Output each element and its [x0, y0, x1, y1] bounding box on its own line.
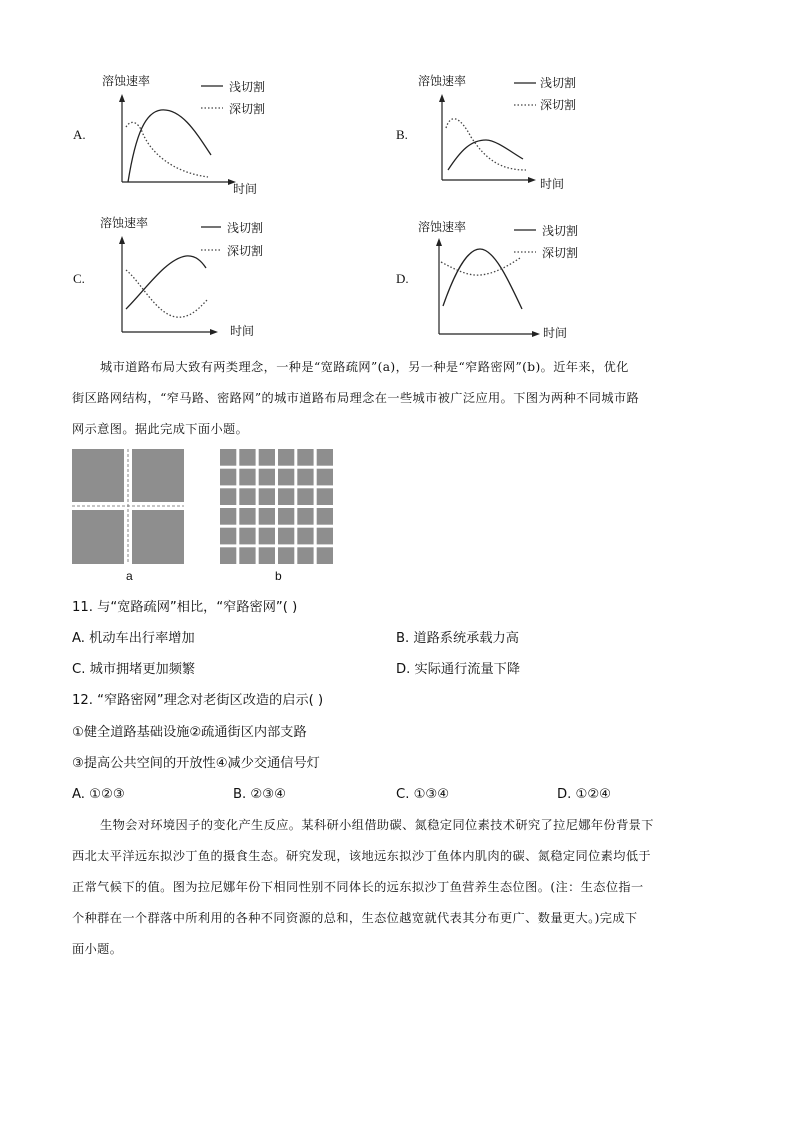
legend-deep: 深切割 — [540, 98, 577, 112]
legend-shallow: 浅切割 — [227, 221, 264, 235]
option-b-label: B. — [396, 127, 408, 142]
q12-option-c[interactable]: C. ①③④ — [396, 787, 450, 802]
road-b-block — [220, 449, 236, 466]
passage-sardine-ecology — [72, 810, 724, 965]
road-b-block — [317, 528, 333, 545]
road-b-block — [259, 469, 275, 486]
road-b-block — [259, 449, 275, 466]
legend-deep: 深切割 — [227, 244, 264, 258]
road-b-block — [317, 449, 333, 466]
legend-shallow: 浅切割 — [229, 80, 266, 94]
series-deep-line — [126, 270, 208, 317]
road-b-block — [239, 488, 255, 505]
y-axis-label: 溶蚀速率 — [418, 74, 467, 88]
graph-b-plot — [416, 72, 636, 202]
road-b-block — [239, 469, 255, 486]
x-axis-label: 时间 — [540, 177, 565, 191]
legend-deep: 深切割 — [229, 102, 266, 116]
series-shallow-line — [448, 140, 523, 170]
question-11-stem: 11. 与“宽路疏网”相比，“窄路密网”( ) — [72, 600, 298, 615]
road-b-block — [278, 469, 294, 486]
y-arrow — [119, 236, 125, 244]
x-axis-label: 时间 — [233, 182, 258, 196]
road-b-block — [259, 547, 275, 564]
graph-option-c — [96, 214, 316, 344]
road-figure-b-label: b — [275, 569, 282, 583]
passage-line: 正常气候下的值。图为拉尼娜年份下相同性别不同体长的远东拟沙丁鱼营养生态位图。(注：生态位指一 — [72, 880, 644, 894]
road-b-block — [317, 488, 333, 505]
q12-option-b[interactable]: B. ②③④ — [233, 787, 286, 802]
road-b-block — [220, 528, 236, 545]
y-axis-label: 溶蚀速率 — [100, 216, 149, 230]
x-axis-label: 时间 — [230, 324, 255, 338]
road-b-block — [297, 469, 313, 486]
road-b-block — [239, 449, 255, 466]
road-b-block — [278, 449, 294, 466]
road-figure-a — [72, 449, 184, 564]
series-shallow-line — [128, 110, 211, 182]
q11-option-c[interactable]: C. 城市拥堵更加频繁 — [72, 662, 196, 677]
y-arrow — [439, 94, 445, 102]
q12-statements-1: ①健全道路基础设施②疏通街区内部支路 — [72, 725, 307, 740]
road-b-block — [278, 528, 294, 545]
option-c-label: C. — [73, 271, 85, 286]
passage-line: 西北太平洋远东拟沙丁鱼的摄食生态。研究发现，该地远东拟沙丁鱼体内肌肉的碳、氮稳定同位素均低于 — [72, 849, 652, 863]
x-arrow — [532, 331, 540, 337]
legend-shallow: 浅切割 — [540, 76, 577, 90]
road-b-block — [278, 547, 294, 564]
graph-option-a — [96, 72, 316, 202]
road-figure-a-label: a — [126, 569, 133, 583]
road-b-block — [317, 508, 333, 525]
series-deep-line — [446, 119, 526, 170]
road-b-block — [259, 528, 275, 545]
y-arrow — [436, 238, 442, 246]
y-arrow — [119, 94, 125, 102]
graph-option-b — [416, 72, 636, 202]
road-b-block — [220, 469, 236, 486]
graph-c-plot — [96, 214, 316, 344]
question-12-stem: 12. “窄路密网”理念对老街区改造的启示( ) — [72, 693, 324, 708]
road-b-block — [297, 449, 313, 466]
road-b-block — [317, 547, 333, 564]
road-b-block — [239, 508, 255, 525]
road-b-block — [259, 508, 275, 525]
x-arrow — [210, 329, 218, 335]
road-b-block — [317, 469, 333, 486]
q12-statements-2: ③提高公共空间的开放性④减少交通信号灯 — [72, 756, 320, 771]
legend-shallow: 浅切割 — [542, 224, 579, 238]
option-d-label: D. — [396, 271, 409, 286]
passage-line: 网示意图。据此完成下面小题。 — [72, 422, 249, 436]
passage-line: 城市道路布局大致有两类理念，一种是“宽路疏网”(a)，另一种是“窄路密网”(b)。近年来，优化 — [100, 360, 629, 374]
road-b-block — [297, 488, 313, 505]
series-deep-line — [126, 122, 208, 177]
q11-option-b[interactable]: B. 道路系统承载力高 — [396, 631, 519, 646]
road-b-block — [239, 547, 255, 564]
q11-option-a[interactable]: A. 机动车出行率增加 — [72, 631, 195, 646]
road-figure-b — [220, 449, 333, 564]
series-shallow-line — [126, 256, 206, 309]
y-axis-label: 溶蚀速率 — [418, 220, 467, 234]
road-b-block — [220, 547, 236, 564]
road-b-block — [259, 488, 275, 505]
graph-d-plot — [416, 214, 636, 344]
road-b-block — [297, 508, 313, 525]
passage-line: 街区路网结构，“窄马路、密路网”的城市道路布局理念在一些城市被广泛应用。下图为两种不同城市路 — [72, 391, 640, 405]
series-shallow-line — [443, 249, 522, 309]
road-b-block — [220, 488, 236, 505]
road-b-block — [297, 528, 313, 545]
road-b-block — [278, 488, 294, 505]
road-b-block — [239, 528, 255, 545]
q12-option-d[interactable]: D. ①②④ — [557, 787, 612, 802]
passage-road-layout — [72, 352, 724, 445]
passage-line: 面小题。 — [72, 942, 123, 956]
q12-option-a[interactable]: A. ①②③ — [72, 787, 125, 802]
x-arrow — [528, 177, 536, 183]
x-axis-label: 时间 — [543, 326, 568, 340]
road-b-block — [297, 547, 313, 564]
road-b-block — [278, 508, 294, 525]
passage-line: 生物会对环境因子的变化产生反应。某科研小组借助碳、氮稳定同位素技术研究了拉尼娜年份背景下 — [100, 818, 654, 832]
passage-line: 个种群在一个群落中所利用的各种不同资源的总和，生态位越宽就代表其分布更广、数量更大。)完成下 — [72, 911, 638, 925]
road-b-block — [220, 508, 236, 525]
legend-deep: 深切割 — [542, 246, 579, 260]
series-deep-line — [441, 258, 520, 275]
q11-option-d[interactable]: D. 实际通行流量下降 — [396, 662, 521, 677]
option-a-label: A. — [73, 127, 86, 142]
graph-option-d — [416, 214, 636, 344]
y-axis-label: 溶蚀速率 — [102, 74, 151, 88]
graph-a-plot — [96, 72, 316, 202]
